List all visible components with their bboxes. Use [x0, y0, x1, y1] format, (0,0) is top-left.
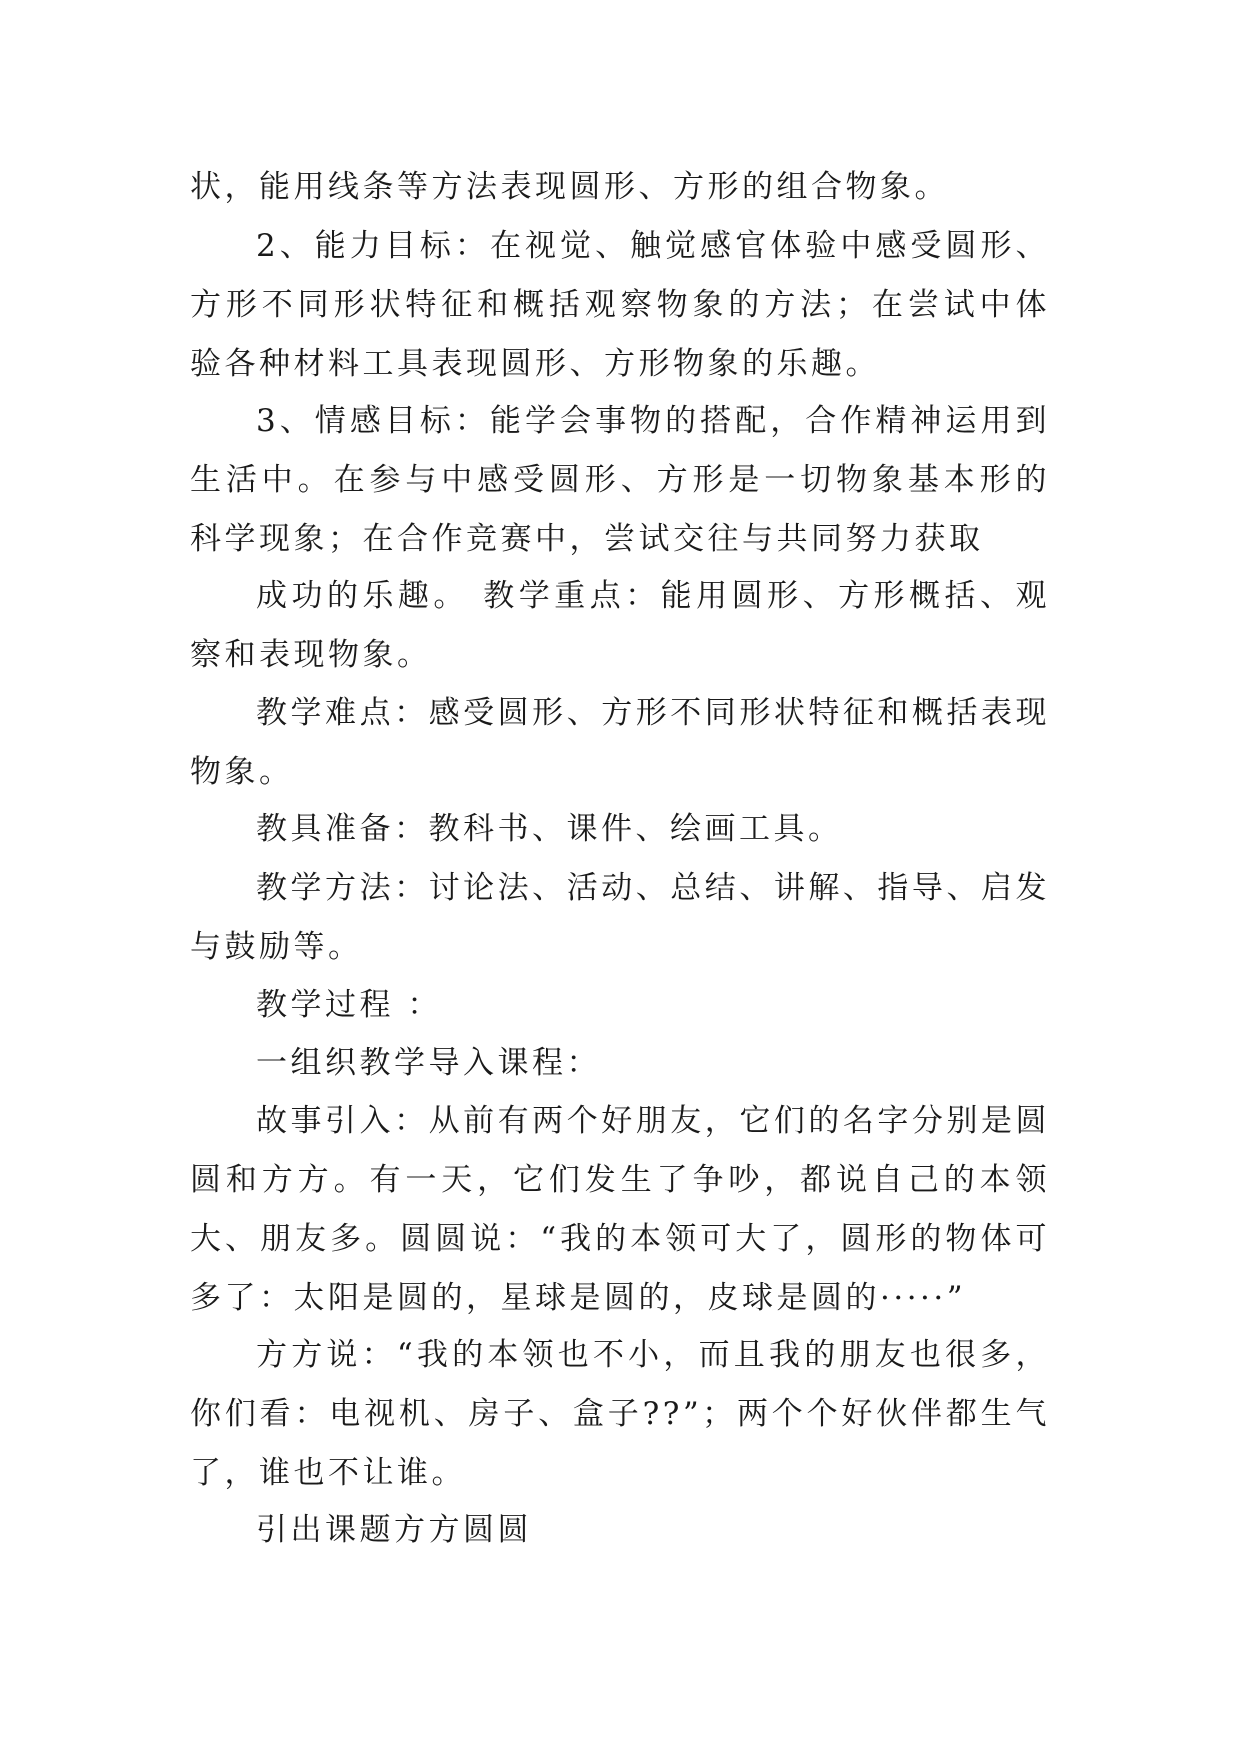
paragraph-12: 引出课题方方圆圆 [256, 1512, 532, 1548]
paragraph-3: 3、情感目标：能学会事物的搭配，合作精神运用到生活中。在参与中感受圆形、方形是一切物象基本形的科学现象；在合作竞赛中，尝试交往与共同努力获取 [190, 403, 1050, 557]
paragraph-6: 教具准备：教科书、课件、绘画工具。 [256, 811, 843, 847]
paragraph-8: 教学过程 ： [256, 987, 442, 1023]
paragraph-10: 故事引入：从前有两个好朋友，它们的名字分别是圆圆和方方。有一天，它们发生了争吵，都说自己的本领大、朋友多。圆圆说：“我的本领可大了，圆形的物体可多了：太阳是圆的，星球是圆的，皮球是圆的·····” [190, 1103, 1050, 1316]
paragraph-2: 2、能力目标：在视觉、触觉感官体验中感受圆形、方形不同形状特征和概括观察物象的方法；在尝试中体验各种材料工具表现圆形、方形物象的乐趣。 [190, 228, 1050, 382]
paragraph-1: 状，能用线条等方法表现圆形、方形的组合物象。 [190, 169, 949, 205]
paragraph-11: 方方说：“我的本领也不小，而且我的朋友也很多，你们看：电视机、房子、盒子??”；两个个好伙伴都生气了，谁也不让谁。 [190, 1337, 1050, 1491]
paragraph-5: 教学难点：感受圆形、方形不同形状特征和概括表现物象。 [190, 695, 1050, 790]
paragraph-4: 成功的乐趣。 教学重点：能用圆形、方形概括、观察和表现物象。 [190, 578, 1050, 673]
paragraph-7: 教学方法：讨论法、活动、总结、讲解、指导、启发与鼓励等。 [190, 870, 1050, 965]
paragraph-9: 一组织教学导入课程： [256, 1045, 601, 1081]
